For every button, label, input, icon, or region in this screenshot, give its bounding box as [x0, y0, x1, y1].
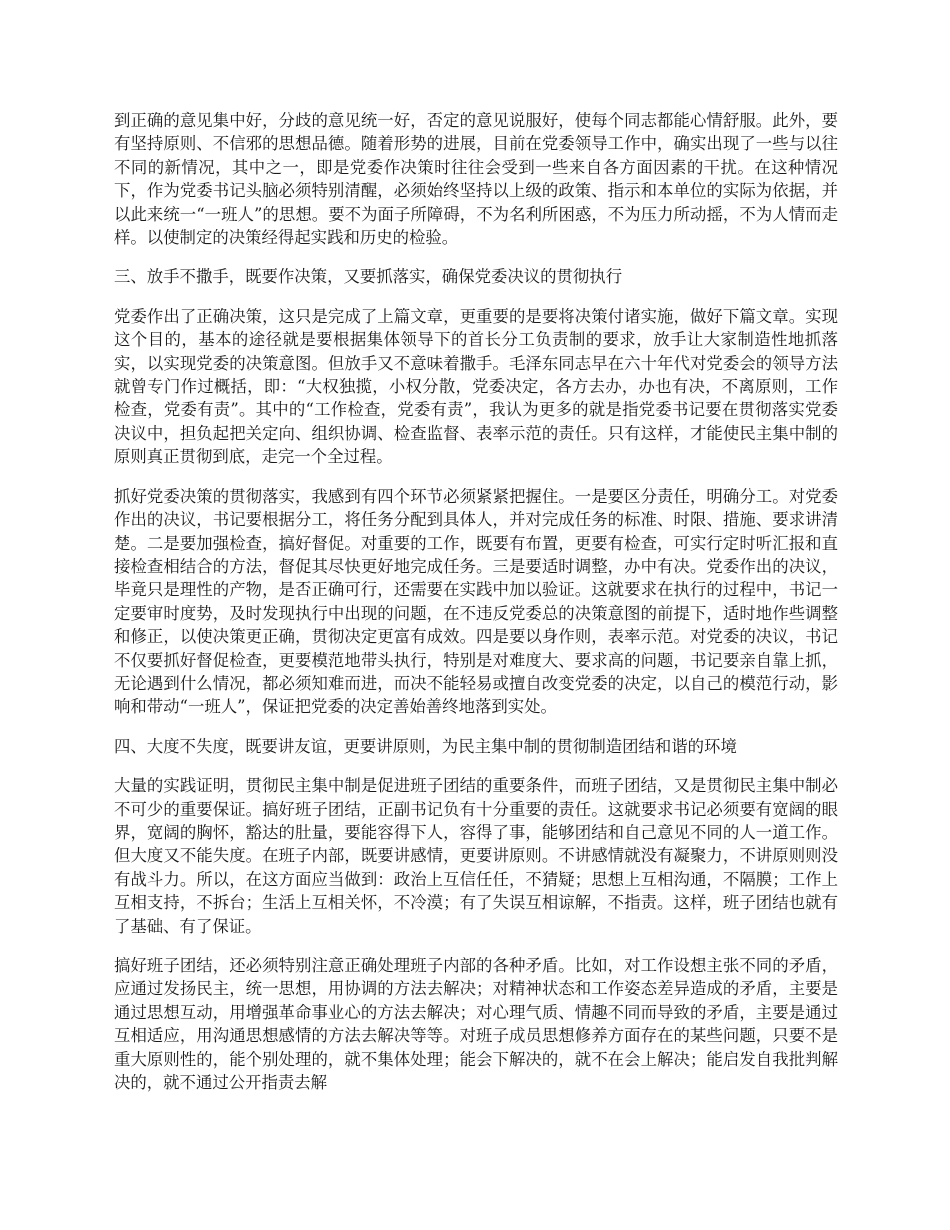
paragraph-contradictions: 搞好班子团结，还必须特别注意正确处理班子内部的各种矛盾。比如，对工作设想主张不同的矛盾，应通过发扬民主，统一思想，用协调的方法去解决；对精神状态和工作姿态差异造成的矛盾，主要是通过思想互动，用增强革命事业心的方法去解决；对心理气质、情趣不同而导致的矛盾，主要是通过互相适应，用沟通思想感情的方法去解决等等。对班子成员思想修养方面存在的某些问题，只要不是重大原则性的，能个别处理的，就不集体处理；能会下解决的，就不在会上解决；能启发自我批判解决的，就不通过公开指责去解 [114, 956, 838, 1093]
section-heading-3: 三、放手不撒手，既要作决策，又要抓落实，确保党委决议的贯彻执行 [114, 267, 623, 287]
paragraph-four-links: 抓好党委决策的贯彻落实，我感到有四个环节必须紧紧把握住。一是要区分责任，明确分工。对党委作出的决议，书记要根据分工，将任务分配到具体人，并对完成任务的标准、时限、措施、要求讲清楚。二是要加强检查，搞好督促。对重要的工作，既要有布置，更要有检查，可实行定时听汇报和直接检查相结合的方法，督促其尽快更好地完成任务。三是要适时调整，办中有决。党委作出的决议，毕竟只是理性的产物，是否正确可行，还需要在实践中加以验证。这就要求在执行的过程中，书记一定要审时度势，及时发现执行中出现的问题，在不违反党委总的决策意图的前提下，适时地作些调整和修正，以使决策更正确，贯彻决定更富有成效。四是要以身作则，表率示范。对党委的决议，书记不仅要抓好督促检查，更要模范地带头执行，特别是对难度大、要求高的问题，书记要亲自靠上抓，无论遇到什么情况，都必须知难而进，而决不能轻易或擅自改变党委的决定，以自己的模范行动，影响和带动“一班人”，保证把党委的决定善始善终地落到实处。 [114, 486, 838, 717]
paragraph-unity: 大量的实践证明，贯彻民主集中制是促进班子团结的重要条件，而班子团结，又是贯彻民主集中制必不可少的重要保证。搞好班子团结，正副书记负有十分重要的责任。这就要求书记必须要有宽阔的眼界，宽阔的胸怀，豁达的肚量，要能容得下人，容得了事，能够团结和自己意见不同的人一道工作。但大度又不能失度。在班子内部，既要讲感情，更要讲原则。不讲感情就没有凝聚力，不讲原则则没有战斗力。所以，在这方面应当做到：政治上互信任任，不猜疑；思想上互相沟通，不隔膜；工作上互相支持，不拆台；生活上互相关怀，不冷漠；有了失误互相谅解，不指责。这样，班子团结也就有了基础、有了保证。 [114, 776, 838, 936]
paragraph-implementation: 党委作出了正确决策，这只是完成了上篇文章，更重要的是要将决策付诸实施，做好下篇文章。实现这个目的，基本的途径就是要根据集体领导下的首长分工负责制的要求，放手让大家制造性地抓落实，以实现党委的决策意图。但放手又不意味着撒手。毛泽东同志早在六十年代对党委会的领导方法就曾专门作过概括，即：“大权独揽，小权分散，党委决定，各方去办，办也有决，不离原则，工作检查，党委有责”。其中的“工作检查，党委有责”，我认为更多的就是指党委书记要在贯彻落实党委决议中，担负起把关定向、组织协调、检查监督、表率示范的责任。只有这样，才能使民主集中制的原则真正贯彻到底，走完一个全过程。 [114, 306, 838, 467]
section-heading-4: 四、大度不失度，既要讲友谊，更要讲原则，为民主集中制的贯彻制造团结和谐的环境 [114, 736, 737, 756]
document-page [114, 109, 838, 1110]
paragraph-principle: 到正确的意见集中好，分歧的意见统一好，否定的意见说服好，使每个同志都能心情舒服。此外，要有坚持原则、不信邪的思想品德。随着形势的进展，目前在党委领导工作中，确实出现了一些与以往不同的新情况，其中之一，即是党委作决策时往往会受到一些来自各方面因素的干扰。在这种情况下，作为党委书记头脑必须特别清醒，必须始终坚持以上级的政策、指示和本单位的实际为依据，并以此来统一“一班人”的思想。要不为面子所障碍，不为名利所困惑，不为压力所动摇，不为人情而走样。以使制定的决策经得起实践和历史的检验。 [114, 111, 838, 248]
